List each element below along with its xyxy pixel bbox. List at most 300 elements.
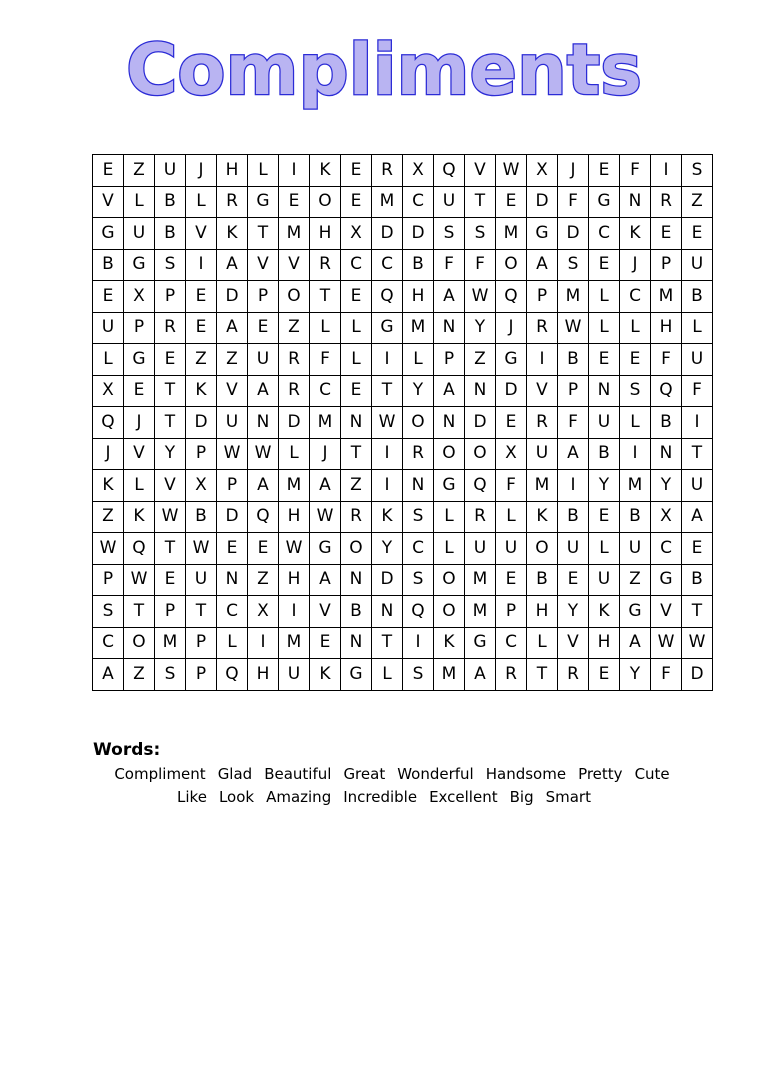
grid-cell: N — [589, 375, 620, 407]
grid-cell: X — [124, 281, 155, 313]
grid-cell: Z — [682, 186, 713, 218]
grid-cell: V — [248, 249, 279, 281]
grid-row — [93, 501, 713, 533]
grid-cell: M — [403, 312, 434, 344]
grid-cell: S — [403, 659, 434, 691]
grid-cell: J — [310, 438, 341, 470]
grid-cell: K — [372, 501, 403, 533]
grid-cell: W — [310, 501, 341, 533]
title-text: Compliments — [126, 29, 642, 111]
grid-cell: G — [496, 344, 527, 376]
grid-cell: E — [341, 186, 372, 218]
grid-cell: A — [682, 501, 713, 533]
grid-cell: E — [186, 281, 217, 313]
grid-cell: A — [248, 375, 279, 407]
grid-cell: Z — [248, 564, 279, 596]
grid-cell: I — [527, 344, 558, 376]
grid-cell: R — [527, 407, 558, 439]
grid-row — [93, 218, 713, 250]
grid-cell: B — [558, 344, 589, 376]
grid-cell: U — [558, 533, 589, 565]
grid-cell: G — [248, 186, 279, 218]
grid-cell: H — [248, 659, 279, 691]
grid-cell: T — [682, 438, 713, 470]
grid-cell: M — [372, 186, 403, 218]
grid-cell: O — [124, 627, 155, 659]
grid-cell: R — [310, 249, 341, 281]
grid-cell: T — [465, 186, 496, 218]
grid-cell: W — [558, 312, 589, 344]
grid-row — [93, 596, 713, 628]
grid-cell: G — [465, 627, 496, 659]
grid-cell: V — [558, 627, 589, 659]
grid-cell: U — [589, 564, 620, 596]
grid-cell: B — [682, 564, 713, 596]
grid-cell: H — [651, 312, 682, 344]
grid-cell: W — [155, 501, 186, 533]
word-item: Like — [177, 788, 207, 806]
grid-cell: Z — [279, 312, 310, 344]
grid-cell: B — [155, 218, 186, 250]
grid-cell: L — [620, 312, 651, 344]
grid-cell: O — [434, 596, 465, 628]
grid-cell: M — [155, 627, 186, 659]
grid-cell: X — [248, 596, 279, 628]
grid-cell: D — [217, 501, 248, 533]
grid-cell: F — [651, 344, 682, 376]
grid-cell: P — [217, 470, 248, 502]
grid-cell: E — [155, 564, 186, 596]
grid-cell: N — [403, 470, 434, 502]
grid-cell: I — [372, 344, 403, 376]
grid-cell: H — [527, 596, 558, 628]
grid-cell: A — [310, 470, 341, 502]
grid-cell: K — [310, 155, 341, 187]
grid-cell: R — [496, 659, 527, 691]
grid-cell: W — [651, 627, 682, 659]
word-item: Cute — [634, 765, 670, 783]
grid-cell: X — [341, 218, 372, 250]
word-item: Great — [343, 765, 386, 783]
grid-cell: J — [124, 407, 155, 439]
grid-cell: T — [248, 218, 279, 250]
grid-cell: V — [93, 186, 124, 218]
grid-cell: G — [372, 312, 403, 344]
grid-cell: P — [651, 249, 682, 281]
grid-cell: Y — [620, 659, 651, 691]
grid-cell: S — [93, 596, 124, 628]
grid-row — [93, 438, 713, 470]
grid-cell: E — [496, 186, 527, 218]
grid-cell: E — [279, 186, 310, 218]
grid-cell: U — [589, 407, 620, 439]
grid-cell: U — [155, 155, 186, 187]
title-wordart — [0, 26, 768, 116]
word-list-line — [8, 765, 768, 783]
grid-cell: C — [651, 533, 682, 565]
grid-cell: K — [434, 627, 465, 659]
grid-row — [93, 186, 713, 218]
grid-cell: A — [434, 375, 465, 407]
word-item: Amazing — [266, 788, 332, 806]
grid-cell: Q — [217, 659, 248, 691]
grid-cell: G — [124, 344, 155, 376]
grid-cell: S — [403, 564, 434, 596]
grid-cell: M — [558, 281, 589, 313]
grid-cell: Z — [124, 659, 155, 691]
grid-cell: G — [341, 659, 372, 691]
grid-cell: S — [558, 249, 589, 281]
grid-cell: S — [403, 501, 434, 533]
grid-cell: M — [651, 281, 682, 313]
grid-cell: U — [682, 249, 713, 281]
grid-cell: L — [279, 438, 310, 470]
grid-cell: H — [403, 281, 434, 313]
grid-cell: H — [217, 155, 248, 187]
word-list-line — [0, 788, 768, 806]
grid-cell: C — [372, 249, 403, 281]
grid-cell: B — [93, 249, 124, 281]
grid-cell: X — [186, 470, 217, 502]
grid-cell: T — [155, 375, 186, 407]
grid-cell: U — [496, 533, 527, 565]
grid-row — [93, 344, 713, 376]
grid-cell: L — [310, 312, 341, 344]
grid-cell: N — [372, 596, 403, 628]
grid-cell: B — [558, 501, 589, 533]
grid-cell: L — [372, 659, 403, 691]
word-item: Big — [509, 788, 534, 806]
grid-cell: E — [620, 344, 651, 376]
grid-cell: M — [465, 564, 496, 596]
grid-cell: P — [155, 281, 186, 313]
grid-cell: R — [465, 501, 496, 533]
grid-cell: F — [651, 659, 682, 691]
grid-cell: I — [620, 438, 651, 470]
grid-cell: N — [341, 564, 372, 596]
grid-cell: R — [527, 312, 558, 344]
grid-cell: H — [310, 218, 341, 250]
grid-cell: Z — [186, 344, 217, 376]
grid-cell: V — [124, 438, 155, 470]
grid-cell: K — [527, 501, 558, 533]
grid-cell: W — [496, 155, 527, 187]
grid-cell: U — [620, 533, 651, 565]
grid-cell: A — [465, 659, 496, 691]
word-item: Compliment — [114, 765, 206, 783]
grid-cell: O — [434, 564, 465, 596]
word-item: Look — [218, 788, 255, 806]
grid-cell: T — [155, 533, 186, 565]
grid-cell: Y — [651, 470, 682, 502]
page-title — [0, 26, 768, 116]
grid-cell: B — [620, 501, 651, 533]
grid-cell: K — [620, 218, 651, 250]
grid-cell: B — [527, 564, 558, 596]
grid-cell: D — [527, 186, 558, 218]
grid-cell: U — [682, 470, 713, 502]
grid-cell: A — [527, 249, 558, 281]
grid-cell: E — [682, 218, 713, 250]
grid-cell: U — [93, 312, 124, 344]
word-item: Handsome — [485, 765, 567, 783]
grid-cell: D — [217, 281, 248, 313]
grid-row — [93, 407, 713, 439]
grid-cell: O — [403, 407, 434, 439]
word-item: Glad — [217, 765, 253, 783]
grid-cell: R — [279, 375, 310, 407]
grid-cell: E — [496, 407, 527, 439]
grid-row — [93, 470, 713, 502]
grid-cell: U — [186, 564, 217, 596]
grid-cell: J — [620, 249, 651, 281]
grid-cell: H — [279, 564, 310, 596]
grid-cell: J — [186, 155, 217, 187]
grid-cell: I — [651, 155, 682, 187]
grid-cell: T — [372, 627, 403, 659]
grid-cell: U — [248, 344, 279, 376]
grid-cell: W — [186, 533, 217, 565]
grid-cell: Y — [589, 470, 620, 502]
grid-cell: F — [310, 344, 341, 376]
grid-cell: P — [496, 596, 527, 628]
word-item: Wonderful — [397, 765, 474, 783]
word-item: Excellent — [429, 788, 498, 806]
grid-cell: V — [465, 155, 496, 187]
grid-cell: S — [434, 218, 465, 250]
grid-cell: T — [124, 596, 155, 628]
grid-cell: N — [620, 186, 651, 218]
grid-cell: Y — [465, 312, 496, 344]
grid-cell: U — [434, 186, 465, 218]
grid-cell: L — [589, 533, 620, 565]
grid-row — [93, 155, 713, 187]
word-search-grid — [92, 154, 713, 691]
grid-cell: A — [434, 281, 465, 313]
grid-cell: N — [341, 627, 372, 659]
grid-cell: Z — [341, 470, 372, 502]
grid-cell: L — [434, 533, 465, 565]
grid-cell: E — [93, 155, 124, 187]
grid-cell: R — [403, 438, 434, 470]
grid-cell: P — [124, 312, 155, 344]
grid-cell: D — [558, 218, 589, 250]
grid-cell: K — [217, 218, 248, 250]
grid-cell: X — [527, 155, 558, 187]
grid-cell: D — [372, 564, 403, 596]
grid-cell: L — [434, 501, 465, 533]
grid-cell: P — [248, 281, 279, 313]
grid-cell: V — [155, 470, 186, 502]
grid-cell: I — [248, 627, 279, 659]
grid-cell: P — [93, 564, 124, 596]
grid-row — [93, 375, 713, 407]
grid-cell: U — [682, 344, 713, 376]
grid-cell: M — [434, 659, 465, 691]
grid-cell: M — [527, 470, 558, 502]
grid-cell: A — [217, 249, 248, 281]
grid-cell: I — [279, 596, 310, 628]
grid-cell: S — [465, 218, 496, 250]
grid-cell: G — [620, 596, 651, 628]
grid-row — [93, 281, 713, 313]
word-item: Pretty — [578, 765, 623, 783]
grid-cell: B — [186, 501, 217, 533]
grid-cell: E — [341, 155, 372, 187]
grid-cell: L — [403, 344, 434, 376]
grid-cell: B — [682, 281, 713, 313]
grid-cell: G — [651, 564, 682, 596]
grid-cell: A — [310, 564, 341, 596]
grid-cell: A — [248, 470, 279, 502]
grid-cell: O — [434, 438, 465, 470]
grid-cell: Q — [651, 375, 682, 407]
word-item: Incredible — [343, 788, 418, 806]
grid-cell: V — [279, 249, 310, 281]
grid-cell: V — [651, 596, 682, 628]
grid-cell: Q — [93, 407, 124, 439]
grid-cell: E — [589, 155, 620, 187]
grid-cell: Z — [465, 344, 496, 376]
grid-cell: E — [341, 281, 372, 313]
grid-cell: C — [589, 218, 620, 250]
grid-cell: O — [341, 533, 372, 565]
grid-row — [93, 659, 713, 691]
grid-cell: M — [465, 596, 496, 628]
grid-row — [93, 312, 713, 344]
grid-cell: G — [310, 533, 341, 565]
grid-cell: C — [403, 186, 434, 218]
grid-cell: I — [682, 407, 713, 439]
grid-cell: Z — [217, 344, 248, 376]
grid-cell: K — [93, 470, 124, 502]
grid-cell: R — [217, 186, 248, 218]
grid-cell: S — [155, 659, 186, 691]
grid-cell: E — [558, 564, 589, 596]
grid-cell: G — [434, 470, 465, 502]
grid-cell: C — [310, 375, 341, 407]
grid-cell: F — [496, 470, 527, 502]
grid-cell: L — [589, 281, 620, 313]
grid-cell: N — [465, 375, 496, 407]
grid-cell: T — [372, 375, 403, 407]
grid-cell: E — [341, 375, 372, 407]
grid-cell: U — [217, 407, 248, 439]
grid-cell: N — [434, 312, 465, 344]
grid-cell: L — [248, 155, 279, 187]
grid-cell: W — [248, 438, 279, 470]
grid-cell: E — [682, 533, 713, 565]
grid-cell: U — [124, 218, 155, 250]
grid-cell: L — [682, 312, 713, 344]
grid-cell: F — [558, 407, 589, 439]
grid-cell: I — [279, 155, 310, 187]
grid-cell: A — [620, 627, 651, 659]
grid-cell: B — [403, 249, 434, 281]
grid-cell: R — [279, 344, 310, 376]
grid-cell: P — [186, 627, 217, 659]
grid-cell: E — [589, 344, 620, 376]
grid-cell: E — [248, 312, 279, 344]
grid-cell: F — [558, 186, 589, 218]
grid-cell: N — [248, 407, 279, 439]
grid-cell: B — [155, 186, 186, 218]
grid-cell: N — [341, 407, 372, 439]
grid-cell: W — [279, 533, 310, 565]
grid-cell: J — [93, 438, 124, 470]
grid-cell: U — [527, 438, 558, 470]
grid-cell: G — [124, 249, 155, 281]
grid-cell: V — [217, 375, 248, 407]
grid-cell: M — [496, 218, 527, 250]
grid-cell: T — [310, 281, 341, 313]
grid-cell: K — [124, 501, 155, 533]
grid-cell: U — [465, 533, 496, 565]
grid-cell: O — [496, 249, 527, 281]
grid-cell: D — [465, 407, 496, 439]
grid-cell: Z — [620, 564, 651, 596]
grid-cell: E — [589, 501, 620, 533]
grid-cell: U — [279, 659, 310, 691]
words-heading: Words: — [93, 740, 161, 760]
grid-cell: T — [341, 438, 372, 470]
grid-cell: A — [93, 659, 124, 691]
grid-cell: O — [310, 186, 341, 218]
grid-cell: D — [403, 218, 434, 250]
grid-cell: N — [651, 438, 682, 470]
grid-cell: H — [279, 501, 310, 533]
grid-cell: N — [217, 564, 248, 596]
grid-cell: E — [310, 627, 341, 659]
grid-cell: R — [155, 312, 186, 344]
grid-cell: W — [372, 407, 403, 439]
grid-cell: M — [279, 470, 310, 502]
grid-cell: D — [186, 407, 217, 439]
grid-row — [93, 627, 713, 659]
grid-cell: I — [372, 438, 403, 470]
grid-cell: D — [496, 375, 527, 407]
grid-row — [93, 533, 713, 565]
grid-cell: H — [589, 627, 620, 659]
grid-cell: B — [589, 438, 620, 470]
grid-cell: B — [651, 407, 682, 439]
grid-cell: X — [651, 501, 682, 533]
grid-cell: E — [496, 564, 527, 596]
grid-cell: S — [155, 249, 186, 281]
grid-cell: W — [682, 627, 713, 659]
grid-cell: Q — [434, 155, 465, 187]
grid-cell: X — [93, 375, 124, 407]
grid-cell: O — [527, 533, 558, 565]
grid-cell: L — [527, 627, 558, 659]
grid-cell: V — [527, 375, 558, 407]
grid-cell: L — [341, 312, 372, 344]
grid-cell: E — [186, 312, 217, 344]
grid-cell: W — [93, 533, 124, 565]
grid-cell: Q — [403, 596, 434, 628]
grid-cell: C — [620, 281, 651, 313]
grid-cell: R — [558, 659, 589, 691]
grid-cell: M — [279, 627, 310, 659]
grid-cell: V — [186, 218, 217, 250]
grid-cell: M — [279, 218, 310, 250]
grid-cell: Y — [155, 438, 186, 470]
grid-cell: L — [496, 501, 527, 533]
grid-cell: P — [558, 375, 589, 407]
grid-cell: G — [93, 218, 124, 250]
grid-cell: S — [682, 155, 713, 187]
grid-cell: C — [217, 596, 248, 628]
